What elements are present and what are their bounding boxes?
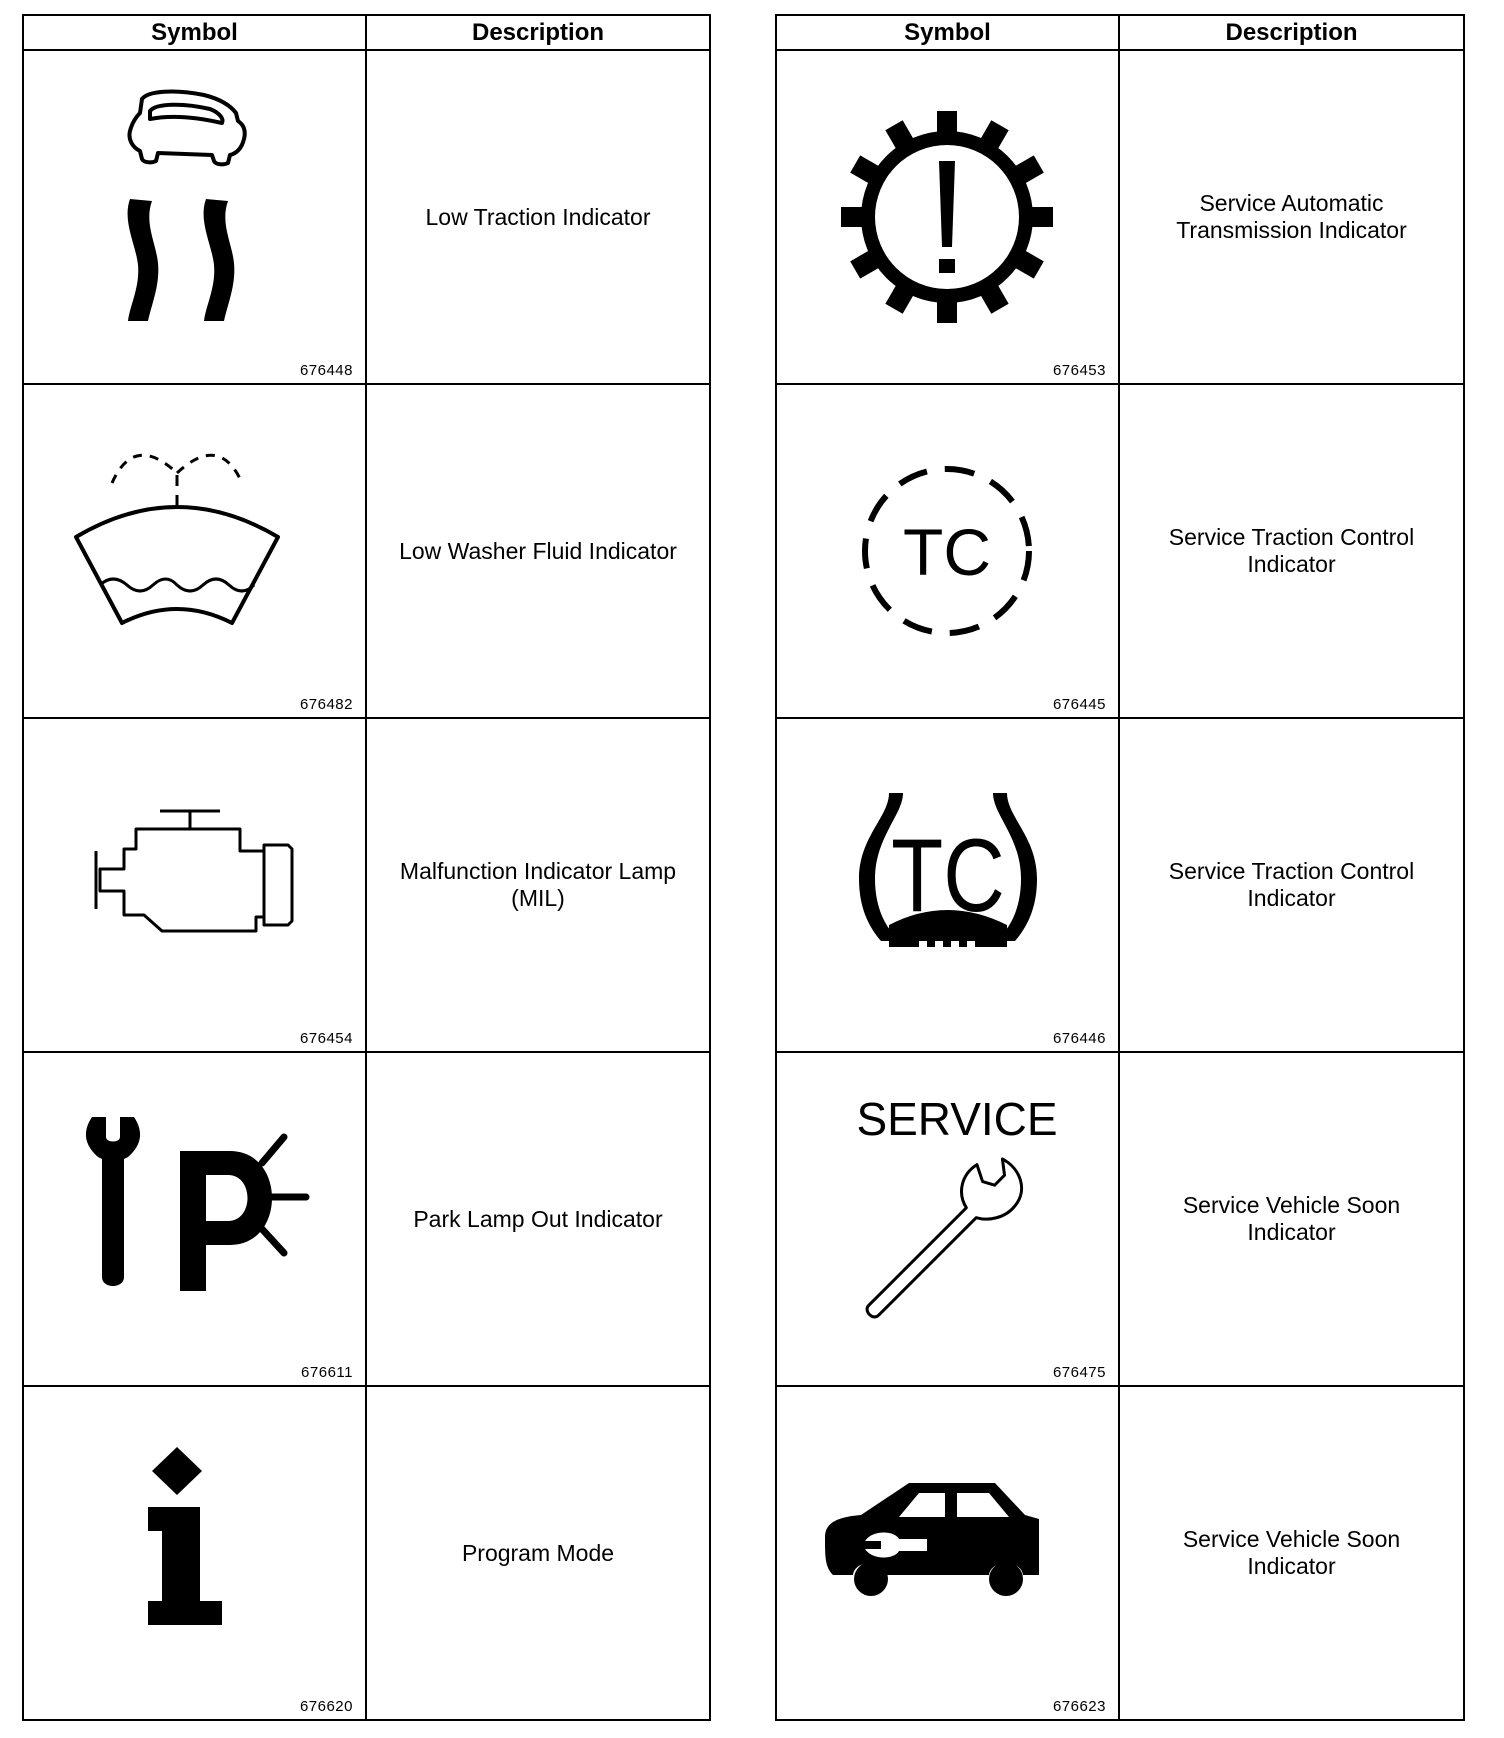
- description-cell: [366, 50, 710, 384]
- symbol-cell: [776, 50, 1119, 384]
- description-cell: [366, 718, 710, 1052]
- description-cell: [1119, 1052, 1464, 1386]
- image-code: 676445: [1052, 696, 1106, 713]
- image-code: 676611: [301, 1364, 353, 1381]
- table-row: [776, 718, 1464, 1052]
- table-header-row: [23, 15, 710, 50]
- description-cell: [366, 1386, 710, 1720]
- description-cell: [1119, 384, 1464, 718]
- table-header-row: [776, 15, 1464, 50]
- left-symbol-table: [22, 14, 711, 1721]
- low-washer-fluid-icon: [24, 385, 365, 717]
- table-row: [23, 1386, 710, 1720]
- image-code: 676482: [299, 696, 353, 713]
- symbol-cell: [776, 1052, 1119, 1386]
- park-lamp-out-icon: [24, 1053, 365, 1385]
- image-code: 676453: [1052, 362, 1106, 379]
- description-cell: [1119, 1386, 1464, 1720]
- image-code: 676475: [1052, 1364, 1106, 1381]
- service-wrench-icon: [777, 1053, 1118, 1385]
- transmission-gear-warning-icon: [777, 51, 1118, 383]
- symbol-cell: [23, 384, 366, 718]
- image-code: 676623: [1052, 1698, 1106, 1715]
- table-row: [776, 50, 1464, 384]
- symbol-column-header: Symbol: [776, 15, 1119, 50]
- description-text: Low Washer Fluid Indicator: [399, 537, 677, 564]
- symbol-cell: [23, 1052, 366, 1386]
- table-row: [23, 50, 710, 384]
- description-cell: [1119, 50, 1464, 384]
- image-code: 676446: [1052, 1030, 1106, 1047]
- tc-label: TC: [903, 515, 991, 589]
- table-row: [776, 1052, 1464, 1386]
- service-label: SERVICE: [856, 1093, 1058, 1145]
- description-text: Service Vehicle Soon Indicator: [1182, 1526, 1401, 1579]
- description-column-header: Description: [366, 15, 710, 50]
- table-row: [23, 384, 710, 718]
- description-cell: [366, 1052, 710, 1386]
- symbol-column-header: Symbol: [23, 15, 366, 50]
- description-cell: [366, 384, 710, 718]
- description-text: Service Traction Control Indicator: [1168, 858, 1415, 911]
- symbol-cell: [776, 384, 1119, 718]
- image-code: 676454: [299, 1030, 353, 1047]
- low-traction-icon: [24, 51, 365, 383]
- right-symbol-table: [775, 14, 1465, 1721]
- symbol-cell: [23, 718, 366, 1052]
- description-text: Service Traction Control Indicator: [1168, 524, 1415, 577]
- description-text: Service Vehicle Soon Indicator: [1182, 1192, 1401, 1245]
- description-cell: [1119, 718, 1464, 1052]
- description-text: Low Traction Indicator: [425, 203, 651, 230]
- image-code: 676448: [299, 362, 353, 379]
- symbol-cell: [23, 50, 366, 384]
- tc-label: TC: [891, 818, 1005, 934]
- traction-control-circle-icon: [777, 385, 1118, 717]
- symbol-cell: [776, 1386, 1119, 1720]
- table-row: [776, 1386, 1464, 1720]
- car-wrench-icon: [777, 1387, 1118, 1719]
- engine-icon: [24, 719, 365, 1051]
- description-text: Service Automatic Transmission Indicator: [1176, 190, 1407, 243]
- description-column-header: Description: [1119, 15, 1464, 50]
- image-code: 676620: [299, 1698, 353, 1715]
- description-text: Program Mode: [461, 1539, 615, 1566]
- table-row: [23, 718, 710, 1052]
- symbol-cell: [776, 718, 1119, 1052]
- table-row: [776, 384, 1464, 718]
- description-text: Park Lamp Out Indicator: [413, 1205, 663, 1232]
- info-icon: [24, 1387, 365, 1719]
- description-text: Malfunction Indicator Lamp (MIL): [399, 858, 677, 911]
- table-row: [23, 1052, 710, 1386]
- traction-control-tire-icon: [777, 719, 1118, 1051]
- symbol-cell: [23, 1386, 366, 1720]
